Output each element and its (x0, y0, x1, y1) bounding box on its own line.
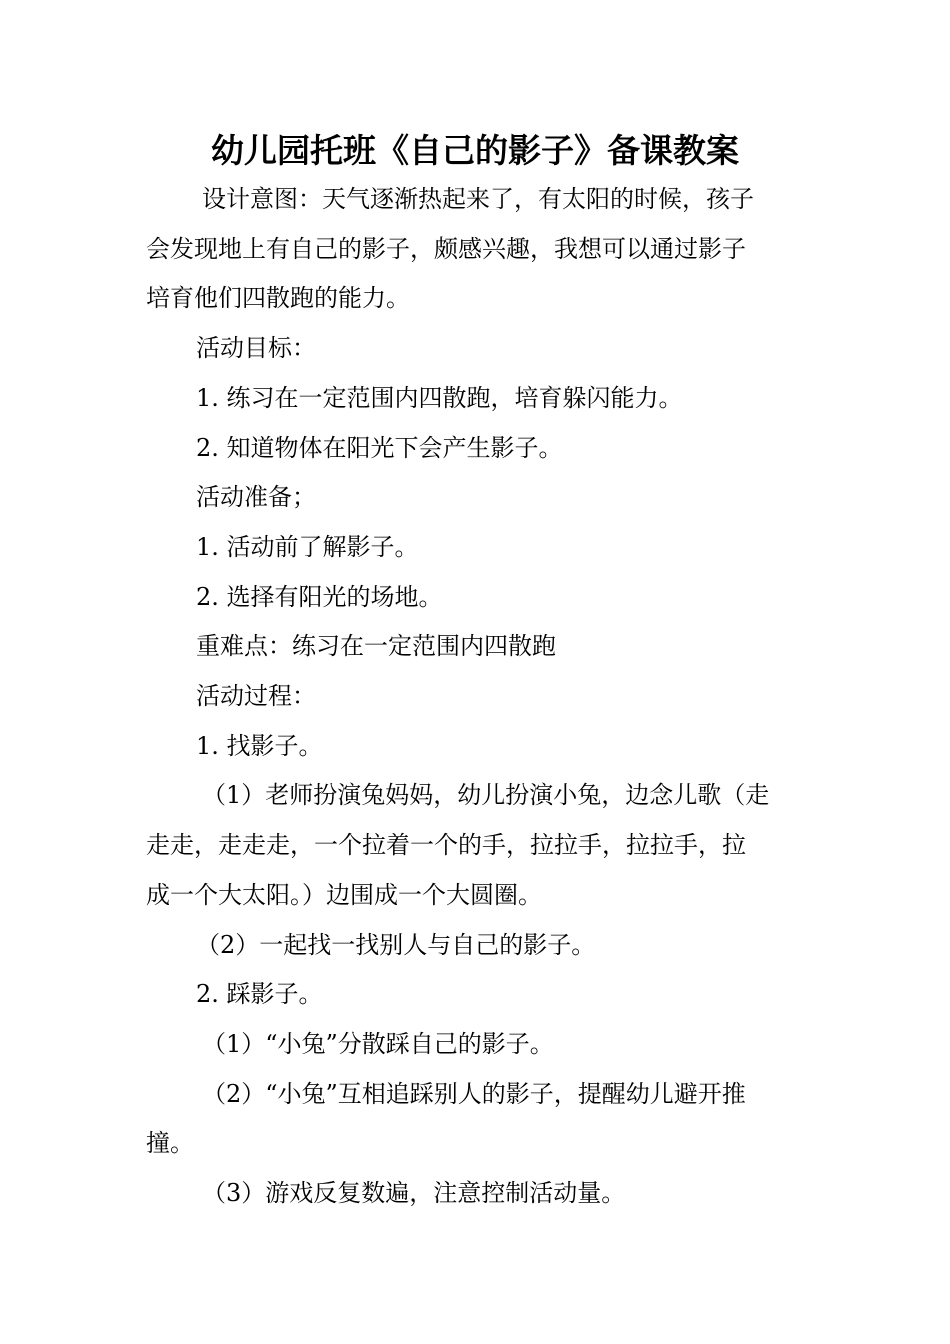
step-1-title: 1. 找影子。 (196, 731, 323, 760)
goal-item-1: 1. 练习在一定范围内四散跑，培育躲闪能力。 (196, 383, 683, 412)
preparation-item-2: 2. 选择有阳光的场地。 (196, 582, 443, 611)
preparation-item-1: 1. 活动前了解影子。 (196, 532, 419, 561)
goal-item-2: 2. 知道物体在阳光下会产生影子。 (196, 433, 563, 462)
step-2-sub-2-line-1: （2）“小兔”互相追踩别人的影子，提醒幼儿避开推 (202, 1079, 746, 1108)
document-title: 幼儿园托班《自己的影子》备课教案 (211, 131, 739, 170)
design-intent-line-2: 会发现地上有自己的影子，颇感兴趣，我想可以通过影子 (146, 234, 746, 263)
step-1-sub-2: （2）一起找一找别人与自己的影子。 (196, 930, 596, 959)
step-1-sub-1-line-3: 成一个大太阳。）边围成一个大圆圈。 (146, 880, 542, 909)
goals-heading: 活动目标： (196, 334, 316, 363)
process-heading: 活动过程： (196, 682, 316, 711)
preparation-heading: 活动准备； (196, 483, 316, 512)
step-1-sub-1-line-1: （1）老师扮演兔妈妈，幼儿扮演小兔，边念儿歌（走 (202, 781, 770, 810)
step-2-sub-3: （3）游戏反复数遍，注意控制活动量。 (202, 1179, 626, 1208)
step-2-sub-2-line-2: 撞。 (146, 1129, 194, 1158)
key-point: 重难点：练习在一定范围内四散跑 (196, 632, 556, 661)
step-2-title: 2. 踩影子。 (196, 980, 323, 1009)
step-1-sub-1-line-2: 走走，走走走，一个拉着一个的手，拉拉手，拉拉手，拉 (146, 831, 746, 860)
step-2-sub-1: （1）“小兔”分散踩自己的影子。 (202, 1029, 554, 1058)
design-intent-line-1: 设计意图：天气逐渐热起来了，有太阳的时候，孩子 (202, 185, 754, 213)
document-body (146, 175, 806, 1219)
design-intent-line-3: 培育他们四散跑的能力。 (146, 284, 410, 313)
